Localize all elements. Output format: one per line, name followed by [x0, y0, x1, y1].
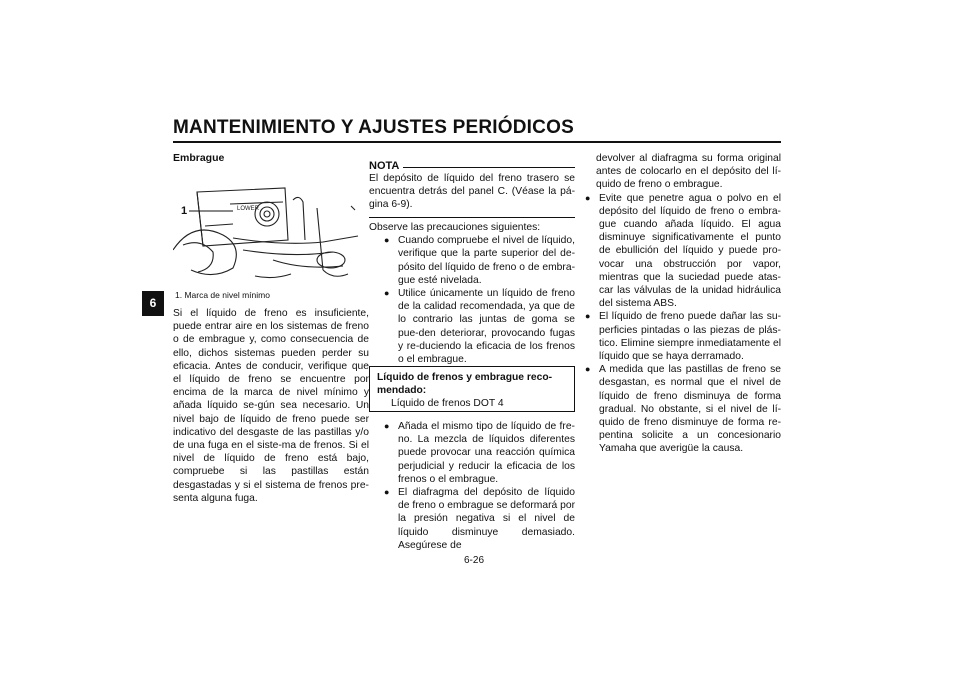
recommended-fluid-value: Líquido de frenos DOT 4 [391, 398, 504, 409]
body-paragraph: Si el líquido de freno es insuficiente, puede entrar aire en los sistemas de freno o de embrague y, como consecuencia de ello, dichos sistemas pueden perder su eficacia. Antes de conducir, verifique que el líquido de freno se encuentre por encima de la marca de nivel mínimo y añada líquido se-gún sea necesario. Un nivel bajo de líquido de freno puede ser indicativo del desgaste de las pastillas y/o de una fuga en el siste-ma de frenos. Si el nivel de líquido de freno está bajo, compruebe si las pastillas están desgastadas y si el sistema de frenos pre-senta alguna fuga. [173, 308, 369, 504]
title-rule [173, 141, 781, 143]
column-1-body [173, 307, 369, 505]
nota-separator [369, 217, 575, 218]
nota-body [369, 172, 575, 212]
list-item: ● El diafragma del depósito de líquido de freno o embrague se deformará por la presión negativa si el nivel de líquido disminuye demasiado. Asegúrese de [382, 486, 575, 552]
continuation-text: devolver al diafragma su forma original antes de colocarlo en el depósito del lí-quido de freno o embrague. [596, 153, 781, 191]
list-item: ● Evite que penetre agua o polvo en el depósito del líquido de freno o embra-gue cuando añada líquido. El agua disminuye significativamente el punto de ebullición del líquido y puede pro-vocar una obstrucción por vapor, mientras que la suciedad puede atas-car las válvulas de la unidad hidráulica del sistema ABS. [583, 192, 781, 311]
figure-caption: 1. Marca de nivel mínimo [175, 290, 270, 300]
page-number: 6-26 [464, 555, 485, 566]
nota-label: NOTA [369, 160, 403, 172]
list-item: ● A medida que las pastillas de freno se desgastan, es normal que el nivel de líquido de freno disminuya de forma gradual. No obstante, si el nivel de lí-quido de freno disminuye de forma re-pentina solicite a un concesionario Yamaha que averigüe la causa. [583, 363, 781, 455]
recommended-fluid-box [369, 366, 575, 412]
list-item: ● El líquido de freno puede dañar las su-perficies pintadas o las piezas de plás-tico. Elimine siempre inmediatamente el líquido que se haya derramado. [583, 310, 781, 363]
precautions-list-c [583, 192, 781, 456]
precautions-list-b [369, 420, 575, 552]
column-2-precautions [369, 221, 575, 366]
precautions-intro: Observe las precauciones siguientes: [369, 222, 541, 233]
section-tab: 6 [142, 291, 164, 316]
column-3 [583, 152, 781, 456]
list-item: ● Añada el mismo tipo de líquido de fre-no. La mezcla de líquidos diferentes puede provocar una reacción química perjudicial y reducir la eficacia de los frenos o el embrague. [382, 420, 575, 486]
precautions-list-a [369, 234, 575, 366]
reservoir-illustration [173, 180, 369, 285]
list-item: ● Utilice únicamente un líquido de freno de la calidad recomendada, ya que de lo contrario las juntas de goma se pue-den deteriorar, provocando fugas y re-duciendo la eficacia de los frenos o el embrague. [382, 287, 575, 366]
column-2-more [369, 420, 575, 552]
nota-text: El depósito de líquido del freno trasero se encuentra detrás del panel C. (Véase la pá-gina 6-9). [369, 173, 575, 211]
nota-header [369, 156, 575, 170]
column-1 [173, 152, 369, 165]
page-title: MANTENIMIENTO Y AJUSTES PERIÓDICOS [173, 117, 574, 138]
lower-mark-label: LOWER [237, 206, 260, 212]
recommended-fluid-heading: Líquido de frenos y embrague reco-mendado: [377, 372, 553, 396]
section-heading: Embrague [173, 152, 225, 164]
figure-callout-number: 1 [181, 205, 188, 217]
list-item: ● Cuando compruebe el nivel de líquido, verifique que la parte superior del de-pósito del líquido de freno o de embra-gue esté nivelada. [382, 234, 575, 287]
